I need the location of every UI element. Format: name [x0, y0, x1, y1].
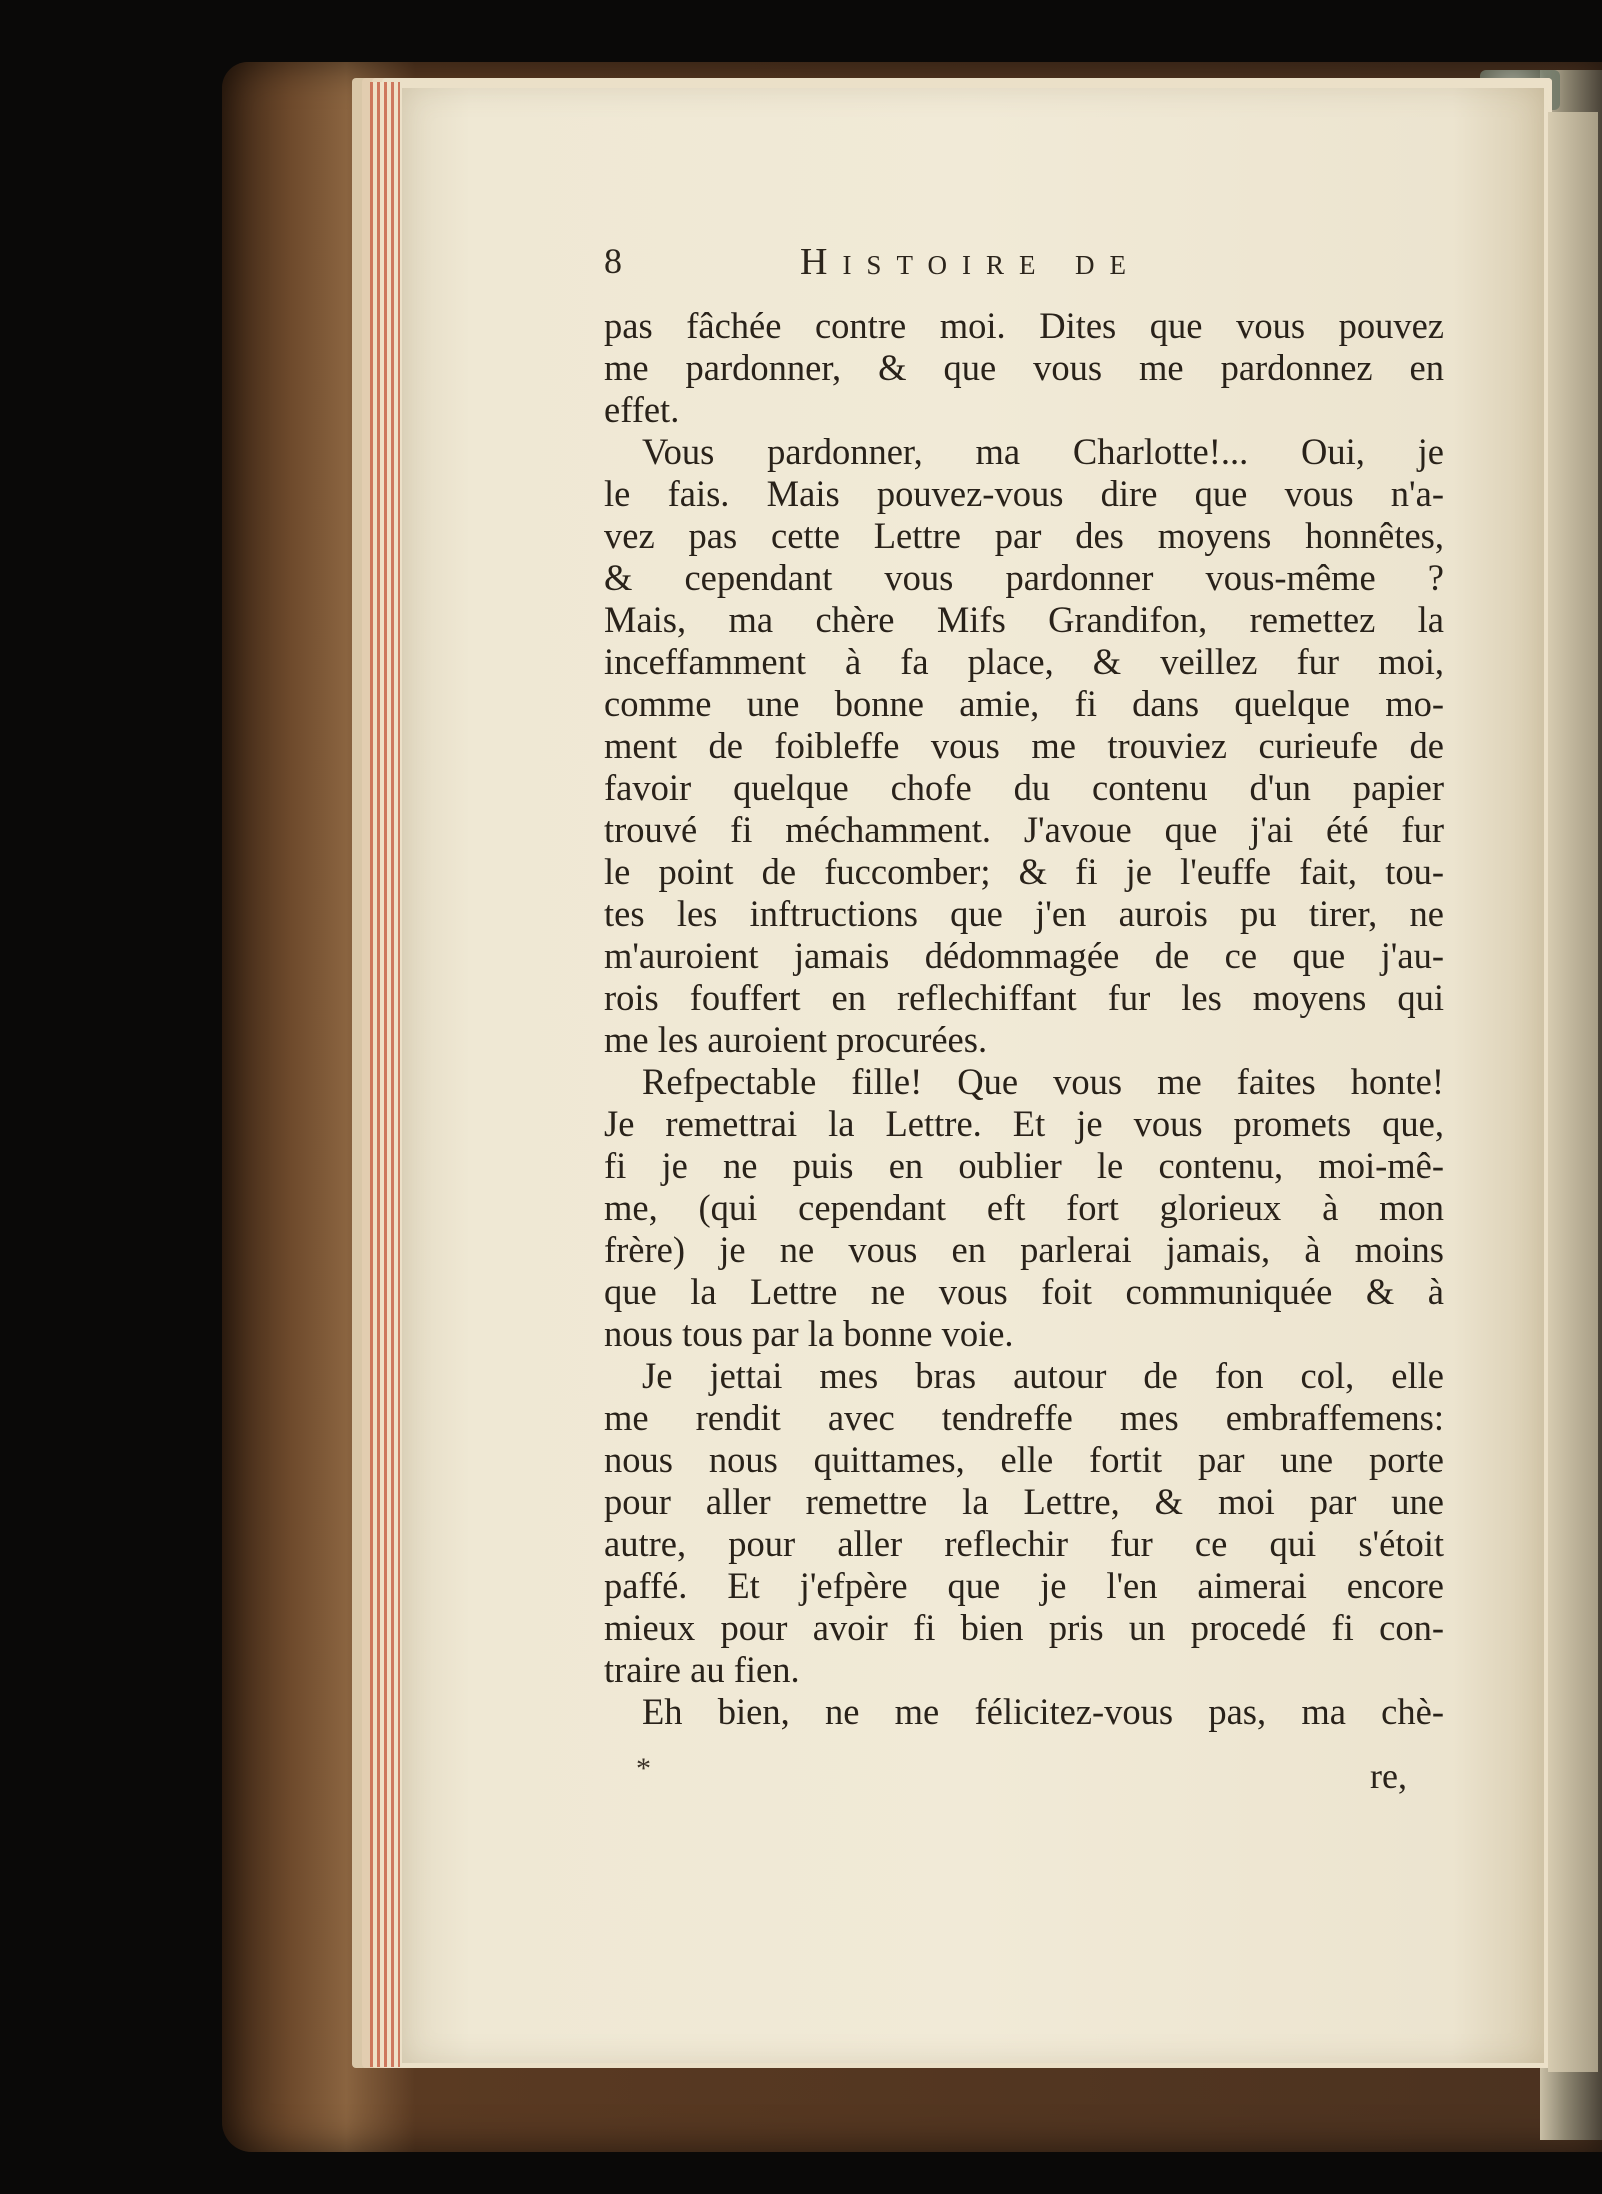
text-line: me les auroient procurées. [604, 1019, 988, 1060]
text-line: trouvé fi méchamment. J'avoue que j'ai été fur [604, 809, 1444, 850]
signature-mark: * [636, 1752, 651, 1785]
text-line: rois fouffert en reflechiffant fur les moyens qui [604, 977, 1444, 1018]
text-line: traire au fien. [604, 1649, 800, 1690]
text-line: ment de foibleffe vous me trouviez curieufe de [604, 725, 1444, 766]
text-line: fi je ne puis en oublier le contenu, moi-mê- [604, 1145, 1444, 1186]
text-line: autre, pour aller reflechir fur ce qui s'étoit [604, 1523, 1444, 1564]
text-line: le point de fuccomber; & fi je l'euffe fait, tou- [604, 851, 1444, 892]
text-line: me, (qui cependant eft fort glorieux à mon [604, 1187, 1444, 1228]
catchword: re, [1370, 1756, 1407, 1796]
text-line: Eh bien, ne me félicitez-vous pas, ma chè- [642, 1691, 1444, 1732]
text-line: pour aller remettre la Lettre, & moi par une [604, 1481, 1444, 1522]
text-line: m'auroient jamais dédommagée de ce que j'au- [604, 935, 1444, 976]
text-line: inceffamment à fa place, & veillez fur moi, [604, 641, 1444, 682]
text-line: Vous pardonner, ma Charlotte!... Oui, je [642, 431, 1444, 472]
text-line: Je jettai mes bras autour de fon col, elle [642, 1355, 1444, 1396]
text-line: paffé. Et j'efpère que je l'en aimerai encore [604, 1565, 1444, 1606]
running-title: Histoire de [800, 241, 1141, 283]
body-text [604, 305, 1444, 1733]
running-head [604, 240, 1264, 286]
text-line: comme une bonne amie, fi dans quelque mo- [604, 683, 1444, 724]
page-number: 8 [604, 241, 622, 281]
text-line: me pardonner, & que vous me pardonnez en [604, 347, 1444, 388]
text-line: nous tous par la bonne voie. [604, 1313, 1014, 1354]
text-line: effet. [604, 389, 680, 430]
text-line: Refpectable fille! Que vous me faites honte! [642, 1061, 1444, 1102]
text-line: favoir quelque chofe du contenu d'un papier [604, 767, 1444, 808]
text-line: Je remettrai la Lettre. Et je vous promets que, [604, 1103, 1444, 1144]
text-line: que la Lettre ne vous foit communiquée & à [604, 1271, 1444, 1312]
text-line: mieux pour avoir fi bien pris un procedé fi con- [604, 1607, 1444, 1648]
text-line: tes les inftructions que j'en aurois pu tirer, ne [604, 893, 1444, 934]
text-line: nous nous quittames, elle fortit par une porte [604, 1439, 1444, 1480]
red-page-edges [370, 82, 400, 2067]
text-line: & cependant vous pardonner vous-même ? [604, 557, 1444, 598]
text-line: frère) je ne vous en parlerai jamais, à moins [604, 1229, 1444, 1270]
text-line: pas fâchée contre moi. Dites que vous pouvez [604, 305, 1444, 346]
text-line: le fais. Mais pouvez-vous dire que vous n'a- [604, 473, 1444, 514]
gutter [1548, 112, 1598, 2072]
text-line: vez pas cette Lettre par des moyens honnêtes, [604, 515, 1444, 556]
text-line: Mais, ma chère Mifs Grandifon, remettez la [604, 599, 1444, 640]
text-line: me rendit avec tendreffe mes embraffemens: [604, 1397, 1444, 1438]
